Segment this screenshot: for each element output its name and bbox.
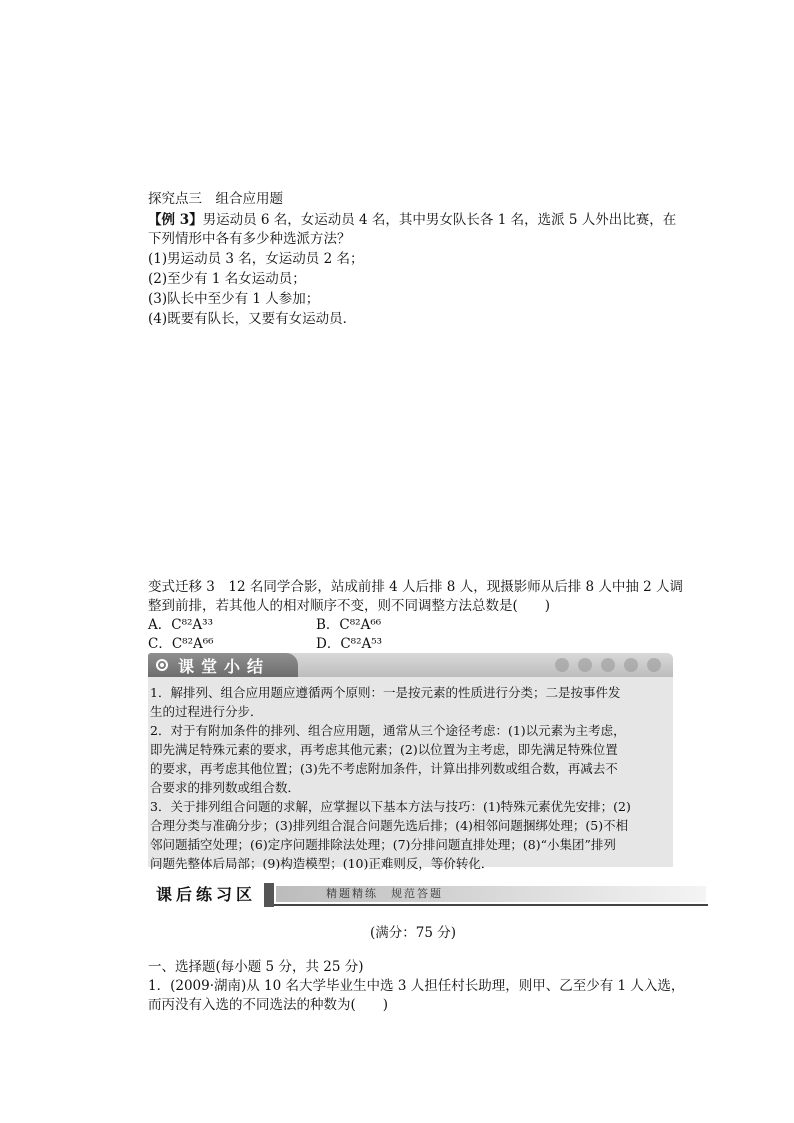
- example-item-3: (3)队长中至少有 1 人参加；: [148, 291, 320, 307]
- summary-line-4: 即先满足特殊元素的要求，再考虑其他元素；(2)以位置为主考虑，即先满足特殊位置: [150, 742, 618, 757]
- option-b: B．C⁸²A⁶⁶: [316, 617, 382, 633]
- example-tag: 【例 3】: [148, 212, 203, 228]
- variant-line-1: 变式迁移 3 12 名同学合影，站成前排 4 人后排 8 人，现摄影师从后排 8 人中抽 2 人调: [148, 579, 684, 595]
- summary-title: 课堂小结: [178, 656, 271, 676]
- summary-line-8: 合理分类与准确分步；(3)排列组合混合问题先选后排；(4)相邻问题捆绑处理；(5)不相: [150, 818, 629, 833]
- summary-banner-tab: [148, 653, 298, 677]
- summary-line-9: 邻问题插空处理；(6)定序问题排除法处理；(7)分排问题直排处理；(8)“小集团”排列: [150, 837, 616, 852]
- summary-line-2: 生的过程进行分步．: [150, 704, 263, 719]
- summary-line-3: 2．对于有附加条件的排列、组合应用题，通常从三个途径考虑：(1)以元素为主考虑，: [150, 723, 626, 738]
- question-1-line-1: 1．(2009·湖南)从 10 名大学毕业生中选 3 人担任村长助理，则甲、乙至少有 1 人入选，: [148, 978, 685, 994]
- decorative-dots: [555, 658, 661, 672]
- dot-icon: [578, 658, 592, 672]
- example-text: 男运动员 6 名，女运动员 4 名，其中男女队长各 1 名，选派 5 人外出比赛，在: [202, 212, 677, 228]
- dot-icon: [555, 658, 569, 672]
- practice-subtitle: 精题精练 规范答题: [326, 887, 443, 900]
- example-item-4: (4)既要有队长，又要有女运动员．: [148, 311, 357, 327]
- summary-line-10: 问题先整体后局部；(9)构造模型；(10)正难则反，等价转化．: [150, 856, 494, 871]
- example-item-2: (2)至少有 1 名女运动员；: [148, 271, 306, 287]
- target-circle-icon: [156, 659, 168, 671]
- example-line-2: 下列情形中各有多少种选派方法？: [148, 231, 351, 247]
- variant-line-2: 整到前排，若其他人的相对顺序不变，则不同调整方法总数是( ): [148, 598, 551, 614]
- dot-icon: [647, 658, 661, 672]
- example-item-1: (1)男运动员 3 名，女运动员 2 名；: [148, 251, 364, 267]
- question-1-line-2: 而丙没有入选的不同选法的种数为( ): [148, 997, 389, 1013]
- full-score: (满分：75 分): [370, 925, 457, 941]
- summary-line-7: 3．关于排列组合问题的求解，应掌握以下基本方法与技巧：(1)特殊元素优先安排；(2): [150, 799, 631, 814]
- practice-title: 课后练习区: [148, 883, 274, 907]
- summary-line-6: 合要求的排列数或组合数．: [150, 780, 301, 795]
- option-d: D．C⁸²A⁵³: [316, 636, 383, 652]
- summary-line-1: 1．解排列、组合应用题应遵循两个原则：一是按元素的性质进行分类；二是按事件发: [150, 685, 621, 700]
- option-c: C．C⁸²A⁶⁶: [148, 636, 214, 652]
- dot-icon: [601, 658, 615, 672]
- section-heading: 探究点三 组合应用题: [148, 191, 283, 207]
- summary-banner: [148, 653, 673, 677]
- part-heading: 一、选择题(每小题 5 分，共 25 分): [148, 959, 364, 975]
- practice-header: [148, 883, 708, 909]
- practice-rule: [268, 904, 708, 906]
- summary-line-5: 的要求，再考虑其他位置；(3)先不考虑附加条件，计算出排列数或组合数，再减去不: [150, 761, 618, 776]
- example-line-1: [148, 211, 676, 230]
- dot-icon: [624, 658, 638, 672]
- option-a: A．C⁸²A³³: [148, 617, 213, 633]
